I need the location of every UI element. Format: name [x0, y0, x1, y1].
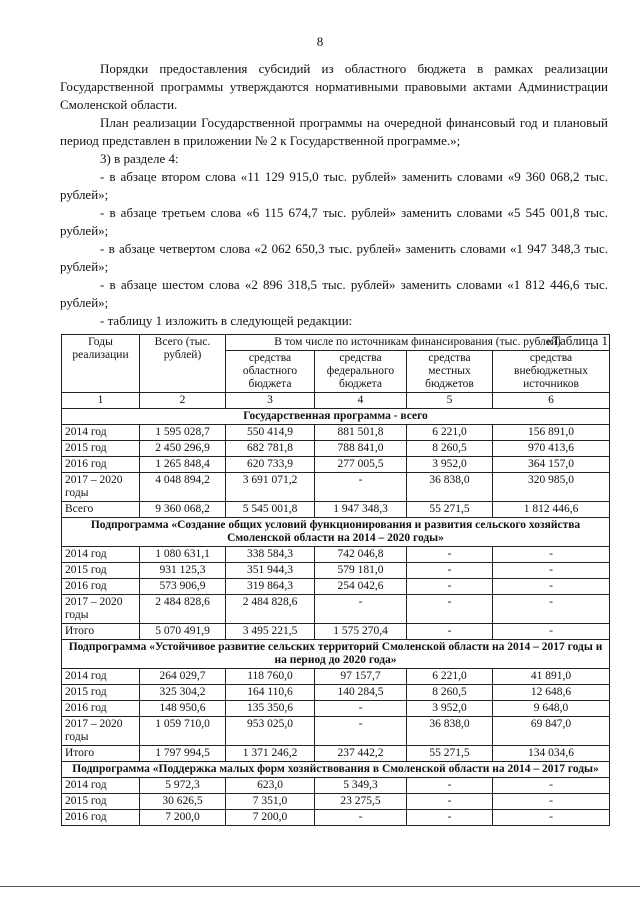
value-cell: 36 838,0	[407, 717, 493, 746]
table-row	[62, 669, 610, 685]
table-row	[62, 794, 610, 810]
paragraph: - в абзаце четвертом слова «2 062 650,3 тыс. рублей» заменить словами «1 947 348,3 тыс. рублей»;	[60, 241, 608, 274]
value-cell: 97 157,7	[315, 669, 407, 685]
row-label-cell: 2015 год	[62, 441, 140, 457]
value-cell: 134 034,6	[493, 746, 610, 762]
value-cell: 3 952,0	[407, 457, 493, 473]
value-cell: 881 501,8	[315, 425, 407, 441]
paragraph: - в абзаце втором слова «11 129 915,0 тыс. рублей» заменить словами «9 360 068,2 тыс. рублей»;	[60, 169, 608, 202]
scan-edge-line	[0, 886, 640, 887]
row-label-cell: 2015 год	[62, 685, 140, 701]
value-cell: 5 070 491,9	[140, 624, 226, 640]
section-title: Государственная программа - всего	[62, 409, 610, 425]
section-header-row	[62, 762, 610, 778]
value-cell: -	[493, 810, 610, 826]
value-cell: 1 080 631,1	[140, 547, 226, 563]
row-label-cell: Итого	[62, 624, 140, 640]
table-body	[62, 409, 610, 826]
value-cell: -	[315, 701, 407, 717]
value-cell: 1 371 246,2	[226, 746, 315, 762]
table-row	[62, 563, 610, 579]
table-row	[62, 624, 610, 640]
header-total: Всего (тыс. рублей)	[140, 335, 226, 393]
paragraph: 3) в разделе 4:	[100, 151, 179, 166]
value-cell: 351 944,3	[226, 563, 315, 579]
header-sources-group: В том числе по источникам финансирования (тыс. рублей)	[226, 335, 610, 351]
value-cell: 264 029,7	[140, 669, 226, 685]
value-cell: 9 648,0	[493, 701, 610, 717]
row-label-cell: 2017 – 2020 годы	[62, 473, 140, 502]
column-number: 2	[140, 393, 226, 409]
value-cell: 319 864,3	[226, 579, 315, 595]
row-label-cell: 2016 год	[62, 579, 140, 595]
value-cell: 36 838,0	[407, 473, 493, 502]
value-cell: 164 110,6	[226, 685, 315, 701]
table-row	[62, 701, 610, 717]
row-label-cell: 2015 год	[62, 563, 140, 579]
table-row	[62, 685, 610, 701]
value-cell: 1 575 270,4	[315, 624, 407, 640]
value-cell: 4 048 894,2	[140, 473, 226, 502]
value-cell: -	[493, 624, 610, 640]
value-cell: 7 351,0	[226, 794, 315, 810]
value-cell: -	[315, 810, 407, 826]
section-header-row	[62, 409, 610, 425]
value-cell: 338 584,3	[226, 547, 315, 563]
value-cell: 742 046,8	[315, 547, 407, 563]
value-cell: -	[315, 595, 407, 624]
value-cell: 1 595 028,7	[140, 425, 226, 441]
value-cell: -	[493, 563, 610, 579]
row-label-cell: 2014 год	[62, 547, 140, 563]
value-cell: -	[493, 794, 610, 810]
row-label-cell: 2017 – 2020 годы	[62, 595, 140, 624]
value-cell: -	[493, 595, 610, 624]
row-label-cell: 2014 год	[62, 669, 140, 685]
value-cell: 30 626,5	[140, 794, 226, 810]
value-cell: 3 495 221,5	[226, 624, 315, 640]
table-row	[62, 502, 610, 518]
table-row	[62, 810, 610, 826]
value-cell: 620 733,9	[226, 457, 315, 473]
value-cell: -	[493, 547, 610, 563]
value-cell: 23 275,5	[315, 794, 407, 810]
paragraph: План реализации Государственной программы на очередной финансовый год и плановый период представлен в приложении № 2 к Государственной программе.»;	[60, 115, 608, 148]
value-cell: 254 042,6	[315, 579, 407, 595]
value-cell: 237 442,2	[315, 746, 407, 762]
section-title: Подпрограмма «Поддержка малых форм хозяйствования в Смоленской области на 2014 – 2017 годы»	[62, 762, 610, 778]
column-number: 5	[407, 393, 493, 409]
financing-table	[61, 334, 610, 826]
value-cell: 5 545 001,8	[226, 502, 315, 518]
row-label-cell: 2016 год	[62, 701, 140, 717]
value-cell: 135 350,6	[226, 701, 315, 717]
value-cell: 5 349,3	[315, 778, 407, 794]
value-cell: 364 157,0	[493, 457, 610, 473]
value-cell: 6 221,0	[407, 425, 493, 441]
value-cell: 953 025,0	[226, 717, 315, 746]
value-cell: 8 260,5	[407, 441, 493, 457]
column-number: 1	[62, 393, 140, 409]
value-cell: -	[407, 547, 493, 563]
value-cell: 1 059 710,0	[140, 717, 226, 746]
value-cell: 140 284,5	[315, 685, 407, 701]
table-row	[62, 595, 610, 624]
column-number: 3	[226, 393, 315, 409]
row-label-cell: 2016 год	[62, 810, 140, 826]
table-row	[62, 778, 610, 794]
table-row	[62, 746, 610, 762]
header-local-budgets: средства местных бюджетов	[407, 351, 493, 393]
value-cell: 2 450 296,9	[140, 441, 226, 457]
value-cell: 1 812 446,6	[493, 502, 610, 518]
row-label-cell: 2015 год	[62, 794, 140, 810]
row-label-cell: 2016 год	[62, 457, 140, 473]
value-cell: 148 950,6	[140, 701, 226, 717]
section-header-row	[62, 518, 610, 547]
value-cell: 579 181,0	[315, 563, 407, 579]
value-cell: -	[493, 579, 610, 595]
section-header-row	[62, 640, 610, 669]
table-row	[62, 425, 610, 441]
value-cell: -	[407, 794, 493, 810]
value-cell: -	[493, 778, 610, 794]
table-row	[62, 441, 610, 457]
body-text	[60, 60, 608, 350]
value-cell: 5 972,3	[140, 778, 226, 794]
paragraph: - таблицу 1 изложить в следующей редакции:	[100, 313, 353, 328]
value-cell: 2 484 828,6	[226, 595, 315, 624]
value-cell: 3 691 071,2	[226, 473, 315, 502]
value-cell: 325 304,2	[140, 685, 226, 701]
value-cell: -	[315, 473, 407, 502]
value-cell: 55 271,5	[407, 746, 493, 762]
section-title: Подпрограмма «Устойчивое развитие сельских территорий Смоленской области на 2014 – 2017 годы и на период до 2020 года»	[62, 640, 610, 669]
value-cell: 7 200,0	[140, 810, 226, 826]
value-cell: 9 360 068,2	[140, 502, 226, 518]
value-cell: 682 781,8	[226, 441, 315, 457]
table-row	[62, 457, 610, 473]
value-cell: 41 891,0	[493, 669, 610, 685]
table-row	[62, 547, 610, 563]
page-number: 8	[316, 34, 324, 49]
header-regional-budget: средства областного бюджета	[226, 351, 315, 393]
value-cell: 931 125,3	[140, 563, 226, 579]
value-cell: 7 200,0	[226, 810, 315, 826]
column-number: 6	[493, 393, 610, 409]
row-label-cell: Всего	[62, 502, 140, 518]
table-row	[62, 579, 610, 595]
header-federal-budget: средства федерального бюджета	[315, 351, 407, 393]
column-number: 4	[315, 393, 407, 409]
value-cell: -	[407, 624, 493, 640]
header-extrabudgetary: средства внебюджетных источников	[493, 351, 610, 393]
header-years: Годы реализации	[62, 335, 140, 393]
paragraph: - в абзаце третьем слова «6 115 674,7 тыс. рублей» заменить словами «5 545 001,8 тыс. рублей»;	[60, 205, 608, 238]
paragraph: - в абзаце шестом слова «2 896 318,5 тыс. рублей» заменить словами «1 812 446,6 тыс. рублей»;	[60, 277, 608, 310]
value-cell: 550 414,9	[226, 425, 315, 441]
value-cell: 55 271,5	[407, 502, 493, 518]
value-cell: 573 906,9	[140, 579, 226, 595]
table-row	[62, 717, 610, 746]
value-cell: 156 891,0	[493, 425, 610, 441]
value-cell: 69 847,0	[493, 717, 610, 746]
value-cell: 277 005,5	[315, 457, 407, 473]
value-cell: 3 952,0	[407, 701, 493, 717]
value-cell: 118 760,0	[226, 669, 315, 685]
value-cell: -	[407, 595, 493, 624]
value-cell: 6 221,0	[407, 669, 493, 685]
section-title: Подпрограмма «Создание общих условий функционирования и развития сельского хозяйства Смоленской области на 2014 – 2020 годы»	[62, 518, 610, 547]
value-cell: 623,0	[226, 778, 315, 794]
value-cell: -	[315, 717, 407, 746]
value-cell: 970 413,6	[493, 441, 610, 457]
row-label-cell: 2014 год	[62, 778, 140, 794]
value-cell: -	[407, 563, 493, 579]
value-cell: 12 648,6	[493, 685, 610, 701]
value-cell: 1 947 348,3	[315, 502, 407, 518]
row-label-cell: 2017 – 2020 годы	[62, 717, 140, 746]
value-cell: 320 985,0	[493, 473, 610, 502]
value-cell: -	[407, 778, 493, 794]
paragraph: Порядки предоставления субсидий из областного бюджета в рамках реализации Государственной программы утверждаются нормативными правовыми актами Администрации Смоленской области.	[60, 61, 608, 112]
value-cell: 2 484 828,6	[140, 595, 226, 624]
value-cell: 8 260,5	[407, 685, 493, 701]
table-row	[62, 473, 610, 502]
table-caption: «Таблица 1	[545, 333, 608, 348]
row-label-cell: Итого	[62, 746, 140, 762]
value-cell: 1 265 848,4	[140, 457, 226, 473]
value-cell: 788 841,0	[315, 441, 407, 457]
value-cell: -	[407, 579, 493, 595]
value-cell: -	[407, 810, 493, 826]
value-cell: 1 797 994,5	[140, 746, 226, 762]
row-label-cell: 2014 год	[62, 425, 140, 441]
